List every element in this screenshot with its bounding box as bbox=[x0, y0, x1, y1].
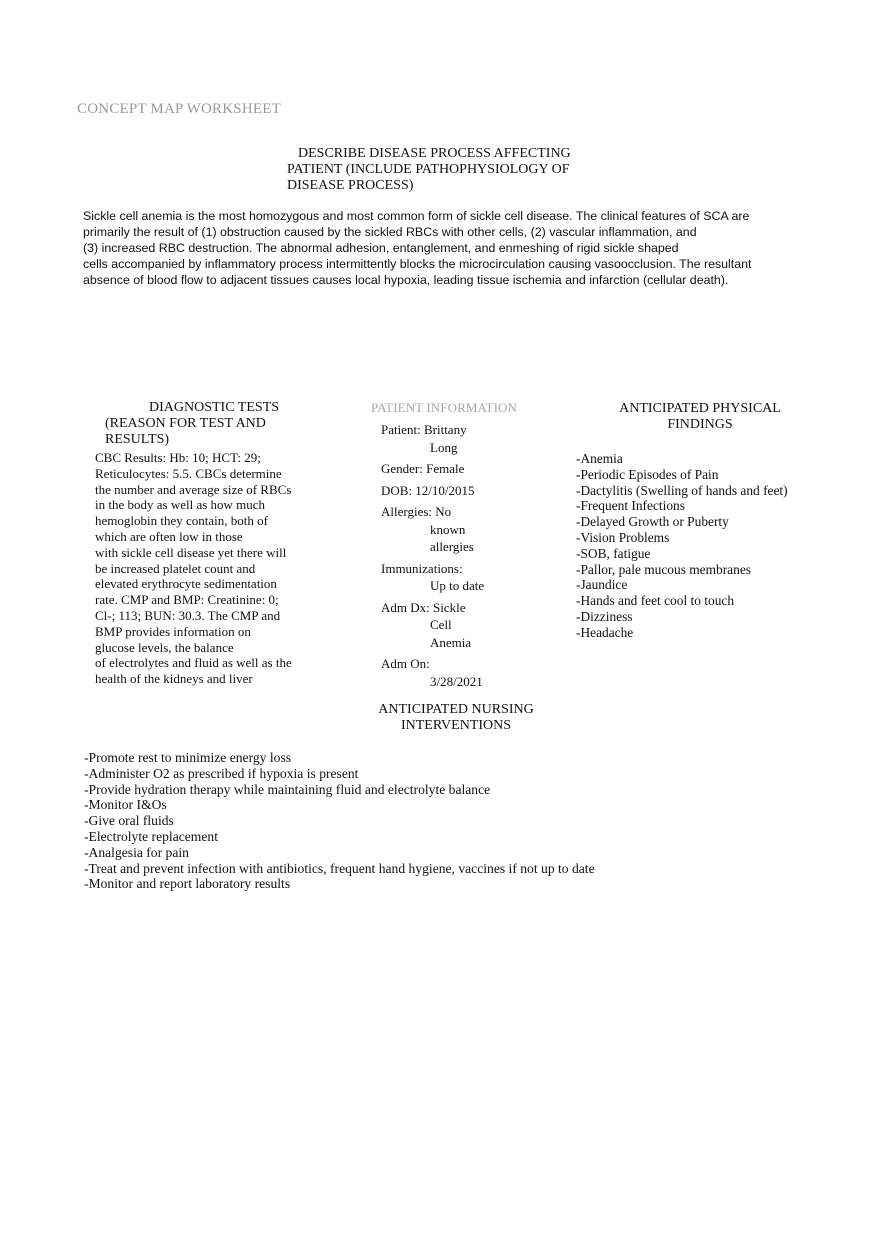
list-item: -SOB, fatigue bbox=[576, 545, 651, 561]
nursing-heading-line: ANTICIPATED NURSING bbox=[378, 702, 534, 717]
nursing-interventions-heading bbox=[356, 702, 556, 734]
list-item: -Delayed Growth or Puberty bbox=[576, 514, 729, 530]
disease-heading-line: DESCRIBE DISEASE PROCESS AFFECTING bbox=[298, 146, 571, 161]
diagnostic-heading-line: RESULTS) bbox=[105, 432, 170, 447]
patient-name-value: Long bbox=[430, 439, 458, 455]
allergies-field bbox=[381, 503, 551, 556]
list-item: -Frequent Infections bbox=[576, 498, 685, 514]
allergies-value: known bbox=[430, 521, 466, 537]
list-item: -Analgesia for pain bbox=[84, 844, 189, 860]
list-item: -Administer O2 as prescribed if hypoxia is present bbox=[84, 765, 359, 781]
adm-dx-label: Adm Dx: Sickle bbox=[381, 599, 466, 615]
diagnostic-heading-line: (REASON FOR TEST AND bbox=[105, 416, 266, 431]
diagnostic-line: hemoglobin they contain, both of bbox=[95, 513, 268, 529]
list-item: -Hands and feet cool to touch bbox=[576, 593, 735, 609]
physical-findings-heading-line: ANTICIPATED PHYSICAL bbox=[619, 401, 781, 416]
disease-process-heading bbox=[287, 146, 607, 194]
list-item: -Periodic Episodes of Pain bbox=[576, 466, 719, 482]
list-item: -Promote rest to minimize energy loss bbox=[84, 750, 292, 765]
disease-heading-line: DISEASE PROCESS) bbox=[287, 178, 414, 193]
adm-dx-value: Anemia bbox=[430, 634, 472, 650]
list-item: -Monitor and report laboratory results bbox=[84, 876, 291, 892]
dob-field bbox=[381, 482, 551, 500]
nursing-heading-line: INTERVENTIONS bbox=[400, 718, 512, 733]
physical-findings-heading-line: FINDINGS bbox=[667, 417, 733, 432]
list-item: -Pallor, pale mucous membranes bbox=[576, 561, 751, 577]
diagnostic-line: health of the kidneys and liver bbox=[95, 671, 253, 687]
diagnostic-line: Reticulocytes: 5.5. CBCs determine bbox=[95, 465, 282, 481]
diagnostic-line: be increased platelet count and bbox=[95, 560, 256, 576]
diagnostic-line: CBC Results: Hb: 10; HCT: 29; bbox=[95, 450, 261, 465]
immunizations-value: Up to date bbox=[430, 578, 485, 593]
description-line: (3) increased RBC destruction. The abnormal adhesion, entanglement, and enmeshing of rigid sickle shaped bbox=[83, 241, 679, 255]
list-item: -Monitor I&Os bbox=[84, 797, 167, 813]
immunizations-label: Immunizations: bbox=[381, 560, 463, 576]
list-item: -Treat and prevent infection with antibiotics, frequent hand hygiene, vaccines if not up to date bbox=[84, 860, 595, 876]
patient-name-field bbox=[381, 421, 551, 456]
list-item: -Dactylitis (Swelling of hands and feet) bbox=[576, 482, 788, 498]
physical-findings-heading bbox=[600, 401, 800, 433]
diagnostic-line: BMP provides information on bbox=[95, 623, 251, 639]
physical-findings-list bbox=[576, 451, 788, 641]
allergies-label: Allergies: No bbox=[381, 504, 452, 519]
nursing-interventions-list bbox=[84, 750, 595, 892]
patient-name-label: Patient: Brittany bbox=[381, 422, 467, 437]
disease-heading-line: PATIENT (INCLUDE PATHOPHYSIOLOGY OF bbox=[287, 162, 570, 177]
immunizations-field bbox=[381, 560, 551, 595]
description-line: absence of blood flow to adjacent tissues causes local hypoxia, leading tissue ischemia and infarction (cellular death). bbox=[83, 273, 729, 287]
dob-label: DOB: 12/10/2015 bbox=[381, 482, 475, 498]
list-item: -Provide hydration therapy while maintaining fluid and electrolyte balance bbox=[84, 781, 491, 797]
disease-process-description bbox=[83, 208, 880, 288]
diagnostic-line: elevated erythrocyte sedimentation bbox=[95, 576, 277, 592]
list-item: -Headache bbox=[576, 624, 634, 640]
diagnostic-line: which are often low in those bbox=[95, 528, 243, 544]
adm-on-value: 3/28/2021 bbox=[430, 673, 483, 689]
list-item: -Vision Problems bbox=[576, 529, 670, 545]
diagnostic-line: with sickle cell disease yet there will bbox=[95, 544, 287, 560]
diagnostic-line: glucose levels, the balance bbox=[95, 639, 234, 655]
diagnostic-tests-text bbox=[95, 450, 335, 687]
adm-on-label: Adm On: bbox=[381, 656, 430, 671]
page-title: CONCEPT MAP WORKSHEET bbox=[77, 101, 281, 117]
diagnostic-line: of electrolytes and fluid as well as the bbox=[95, 655, 292, 671]
list-item: -Electrolyte replacement bbox=[84, 828, 218, 844]
list-item: -Give oral fluids bbox=[84, 813, 174, 829]
adm-dx-value: Cell bbox=[430, 617, 452, 632]
allergies-value: allergies bbox=[430, 539, 474, 554]
description-line: cells accompanied by inflammatory process intermittently blocks the microcirculation causing vasoocclusion. The resultant bbox=[83, 257, 752, 271]
diagnostic-line: Cl-; 113; BUN: 30.3. The CMP and bbox=[95, 607, 281, 623]
diagnostic-tests-heading bbox=[105, 400, 320, 448]
gender-field bbox=[381, 460, 551, 478]
diagnostic-heading-line: DIAGNOSTIC TESTS bbox=[149, 400, 280, 415]
patient-information-heading: PATIENT INFORMATION bbox=[371, 400, 517, 415]
description-line: primarily the result of (1) obstruction caused by the sickled RBCs with other cells, (2) vascular inflammation, and bbox=[83, 225, 697, 239]
gender-label: Gender: Female bbox=[381, 461, 465, 476]
diagnostic-line: in the body as well as how much bbox=[95, 497, 266, 513]
adm-on-field bbox=[381, 655, 551, 690]
list-item: -Jaundice bbox=[576, 577, 628, 593]
description-line: Sickle cell anemia is the most homozygous and most common form of sickle cell disease. The clinical features of SCA are bbox=[83, 209, 750, 223]
list-item: -Dizziness bbox=[576, 608, 633, 624]
diagnostic-line: the number and average size of RBCs bbox=[95, 481, 292, 497]
adm-dx-field bbox=[381, 599, 551, 652]
diagnostic-line: rate. CMP and BMP: Creatinine: 0; bbox=[95, 592, 279, 608]
list-item: -Anemia bbox=[576, 451, 623, 466]
patient-information-list bbox=[381, 421, 551, 694]
